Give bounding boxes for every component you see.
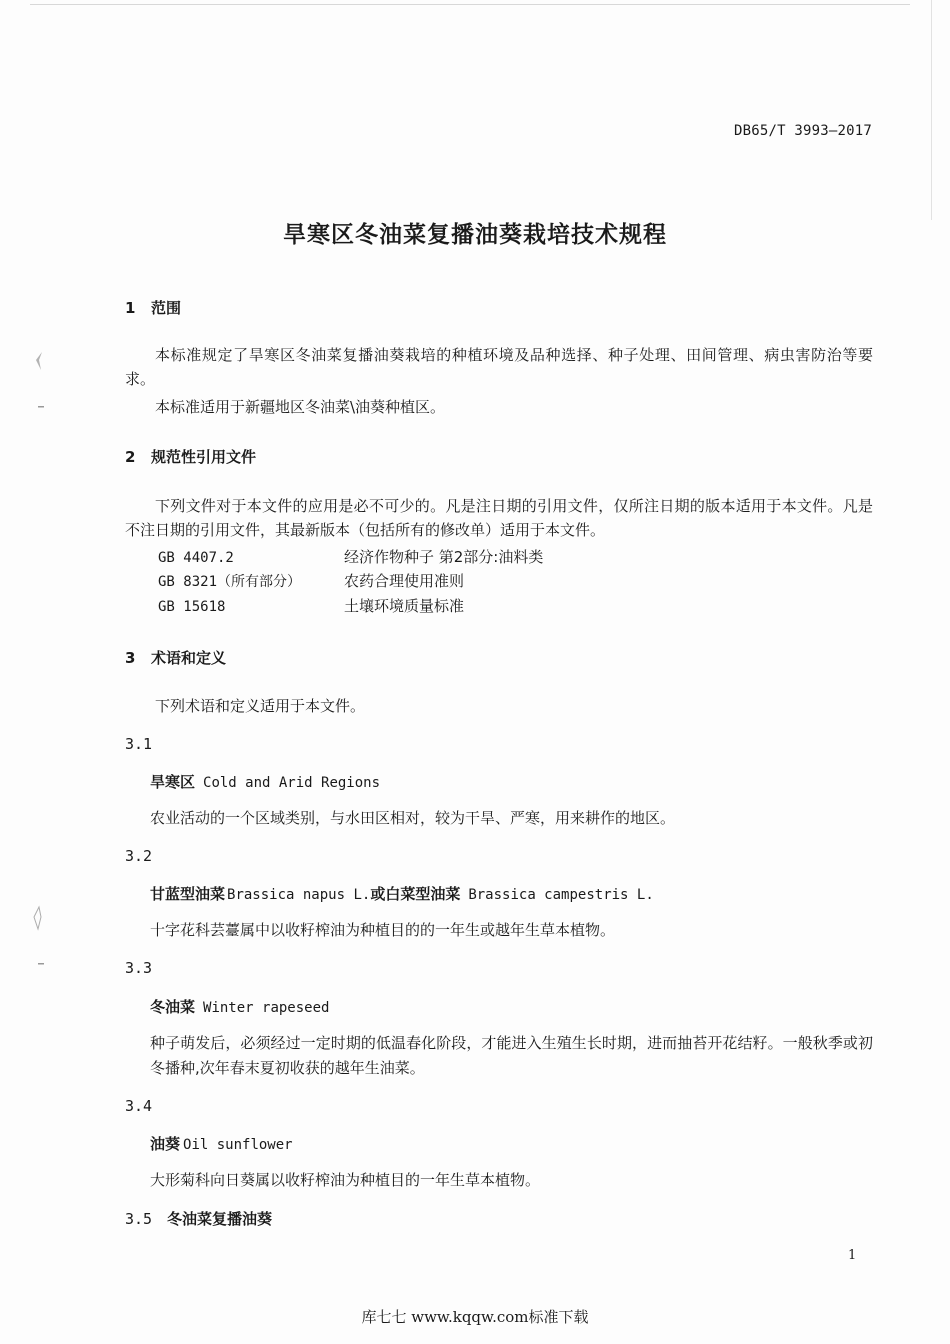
term-name: 旱寒区 bbox=[150, 773, 196, 791]
term-english: Brassica napus L. bbox=[227, 887, 371, 903]
reference-row bbox=[158, 546, 543, 567]
scan-speck-mark bbox=[30, 905, 44, 931]
section-1-paragraph-2: 本标准适用于新疆地区冬油菜\油葵种植区。 bbox=[155, 398, 446, 416]
term-number: 3.4 bbox=[125, 1097, 153, 1115]
section-number: 1 bbox=[125, 299, 136, 317]
term-number: 3.2 bbox=[125, 847, 153, 865]
document-title: 旱寒区冬油菜复播油葵栽培技术规程 bbox=[283, 222, 667, 248]
section-3-heading bbox=[125, 647, 226, 668]
term-number: 3.3 bbox=[125, 959, 153, 977]
term-definition: 大形菊科向日葵属以收籽榨油为种植目的一年生草本植物。 bbox=[150, 1171, 541, 1189]
section-2-paragraph: 下列文件对于本文件的应用是必不可少的。凡是注日期的引用文件，仅所注日期的版本适用于本文件。凡是不注日期的引用文件，其最新版本（包括所有的修改单）适用于本文件。 bbox=[125, 497, 873, 539]
section-title: 范围 bbox=[151, 299, 182, 317]
term-heading bbox=[125, 1208, 272, 1229]
term-english: Oil sunflower bbox=[183, 1137, 293, 1153]
reference-code: GB 8321（所有部分） bbox=[158, 574, 302, 590]
section-1-heading bbox=[125, 297, 181, 318]
reference-row bbox=[158, 570, 464, 591]
reference-code: GB 4407.2 bbox=[158, 550, 234, 566]
term-english: Cold and Arid Regions bbox=[203, 775, 381, 791]
term-name-alt: 或白菜型油菜 bbox=[370, 885, 461, 903]
term-name: 甘蓝型油菜 bbox=[150, 885, 226, 903]
scan-speck-mark bbox=[32, 350, 46, 372]
term-heading bbox=[150, 771, 380, 792]
section-title: 规范性引用文件 bbox=[151, 448, 257, 466]
term-heading bbox=[150, 883, 654, 904]
term-english-alt: Brassica campestris L. bbox=[468, 887, 654, 903]
scan-edge-top bbox=[30, 0, 910, 5]
term-definition: 种子萌发后，必须经过一定时期的低温春化阶段，才能进入生殖生长时期，进而抽苔开花结籽。一般秋季或初冬播种,次年春末夏初收获的越年生油菜。 bbox=[150, 1034, 873, 1077]
term-definition: 十字花科芸薹属中以收籽榨油为种植目的的一年生或越年生草本植物。 bbox=[150, 921, 616, 939]
term-definition: 农业活动的一个区域类别，与水田区相对，较为干旱、严寒，用来耕作的地区。 bbox=[150, 809, 676, 827]
term-number: 3.5 bbox=[125, 1210, 153, 1228]
section-2-heading bbox=[125, 446, 256, 467]
footer-watermark: 库七七 www.kqqw.com标准下载 bbox=[361, 1308, 589, 1326]
section-1-paragraph-1: 本标准规定了旱寒区冬油菜复播油葵栽培的种植环境及品种选择、种子处理、田间管理、病虫害防治等要求。 bbox=[125, 346, 873, 388]
scan-dash-mark bbox=[38, 405, 46, 409]
reference-name: 土壤环境质量标准 bbox=[344, 597, 465, 615]
term-heading bbox=[150, 1133, 293, 1154]
term-name: 油葵 bbox=[150, 1135, 181, 1153]
page-number: 1 bbox=[848, 1248, 857, 1263]
section-3-intro: 下列术语和定义适用于本文件。 bbox=[155, 697, 366, 715]
term-name: 冬油菜复播油葵 bbox=[167, 1210, 273, 1228]
reference-name: 农药合理使用准则 bbox=[344, 572, 465, 590]
scan-edge-right bbox=[931, 0, 932, 220]
reference-name: 经济作物种子 第2部分:油料类 bbox=[344, 548, 544, 566]
document-code: DB65/T 3993—2017 bbox=[733, 123, 872, 139]
reference-row bbox=[158, 595, 464, 616]
term-number: 3.1 bbox=[125, 735, 153, 753]
reference-code: GB 15618 bbox=[158, 599, 226, 615]
term-english: Winter rapeseed bbox=[203, 1000, 330, 1016]
section-number: 3 bbox=[125, 649, 136, 667]
term-name: 冬油菜 bbox=[150, 998, 196, 1016]
section-number: 2 bbox=[125, 448, 136, 466]
section-title: 术语和定义 bbox=[151, 649, 227, 667]
term-heading bbox=[150, 996, 329, 1017]
scan-dash-mark bbox=[38, 962, 46, 966]
